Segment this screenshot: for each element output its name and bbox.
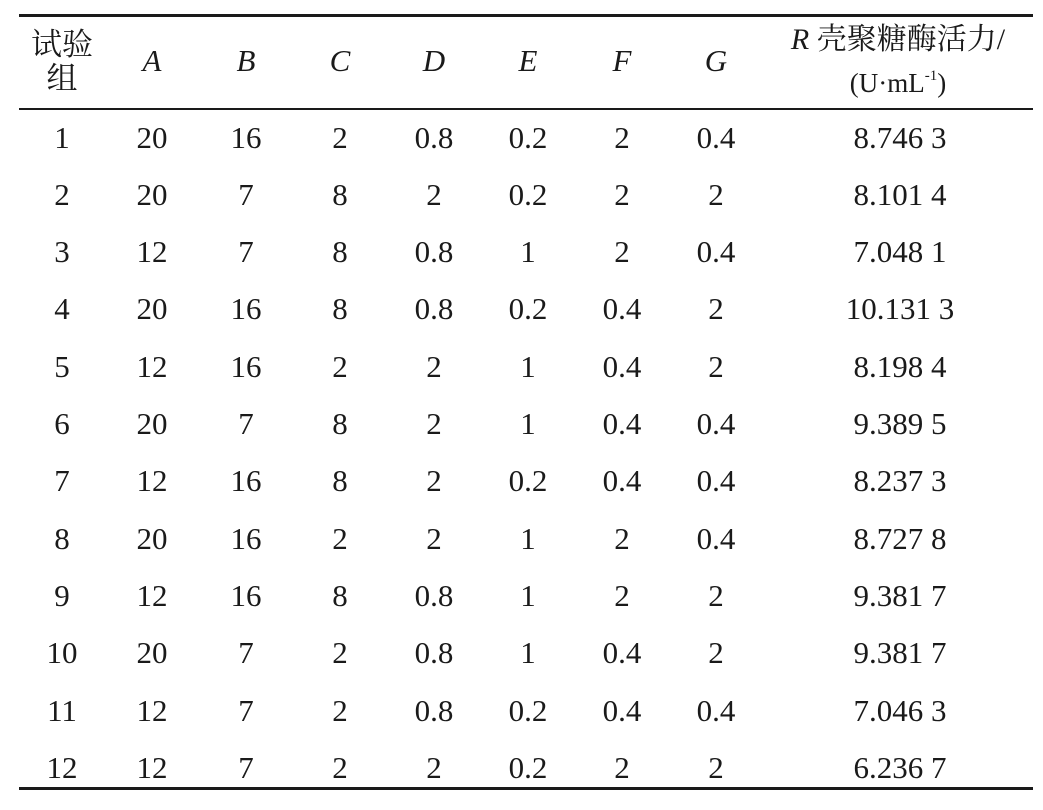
cell-c: 8 (332, 176, 348, 212)
cell-g: 0.4 (696, 520, 736, 556)
header-factor-c: C (329, 43, 351, 79)
cell-b: 16 (230, 348, 262, 384)
cell-e: 1 (520, 520, 536, 556)
cell-group: 3 (54, 234, 70, 270)
cell-e: 0.2 (508, 291, 548, 327)
cell-f: 0.4 (602, 348, 642, 384)
cell-c: 8 (332, 291, 348, 327)
cell-activity: 7.048 1 (853, 234, 947, 270)
cell-group: 6 (54, 406, 70, 442)
cell-activity: 6.236 7 (853, 749, 947, 785)
cell-e: 0.2 (508, 176, 548, 212)
cell-f: 2 (614, 520, 630, 556)
cell-d: 2 (426, 348, 442, 384)
cell-c: 2 (332, 692, 348, 728)
cell-d: 2 (426, 176, 442, 212)
header-factor-d: D (422, 43, 446, 79)
header-factor-f: F (612, 43, 632, 79)
cell-g: 0.4 (696, 406, 736, 442)
cell-g: 2 (708, 348, 724, 384)
table-row (19, 453, 1033, 510)
cell-c: 2 (332, 348, 348, 384)
cell-a: 12 (136, 348, 168, 384)
table-row (19, 281, 1033, 338)
cell-group: 4 (54, 291, 70, 327)
cell-a: 12 (136, 692, 168, 728)
cell-f: 2 (614, 749, 630, 785)
header-factor-b: B (236, 43, 256, 79)
cell-f: 2 (614, 119, 630, 155)
cell-b: 16 (230, 291, 262, 327)
header-chitosanase-activity (763, 14, 1033, 109)
data-table (19, 14, 1033, 797)
cell-e: 0.2 (508, 692, 548, 728)
cell-activity: 7.046 3 (853, 692, 947, 728)
cell-d: 0.8 (414, 692, 454, 728)
cell-c: 2 (332, 635, 348, 671)
cell-e: 1 (520, 234, 536, 270)
cell-f: 0.4 (602, 291, 642, 327)
cell-d: 0.8 (414, 577, 454, 613)
header-activity-unit-main: (U·mL (849, 68, 925, 98)
cell-d: 0.8 (414, 291, 454, 327)
cell-activity: 8.237 3 (853, 463, 947, 499)
header-activity-unit (850, 68, 946, 98)
cell-g: 2 (708, 291, 724, 327)
cell-activity: 10.131 3 (845, 291, 955, 327)
cell-c: 2 (332, 119, 348, 155)
cell-f: 2 (614, 577, 630, 613)
cell-g: 0.4 (696, 119, 736, 155)
cell-d: 2 (426, 520, 442, 556)
cell-d: 0.8 (414, 119, 454, 155)
cell-e: 1 (520, 348, 536, 384)
cell-f: 2 (614, 234, 630, 270)
cell-c: 8 (332, 577, 348, 613)
cell-a: 20 (136, 176, 168, 212)
cell-g: 0.4 (696, 234, 736, 270)
table-row (19, 739, 1033, 796)
table-row (19, 224, 1033, 281)
cell-c: 2 (332, 749, 348, 785)
cell-group: 9 (54, 577, 70, 613)
cell-group: 8 (54, 520, 70, 556)
cell-f: 0.4 (602, 692, 642, 728)
cell-g: 2 (708, 577, 724, 613)
cell-e: 1 (520, 577, 536, 613)
table-row (19, 166, 1033, 223)
header-activity-variable: R (790, 23, 810, 56)
cell-activity: 8.727 8 (853, 520, 947, 556)
cell-group: 10 (46, 635, 78, 671)
cell-e: 0.2 (508, 119, 548, 155)
cell-b: 7 (238, 176, 254, 212)
cell-a: 20 (136, 406, 168, 442)
cell-f: 0.4 (602, 463, 642, 499)
cell-g: 2 (708, 176, 724, 212)
cell-activity: 8.746 3 (853, 119, 947, 155)
cell-a: 12 (136, 577, 168, 613)
table-row (19, 395, 1033, 452)
cell-b: 7 (238, 234, 254, 270)
cell-activity: 9.381 7 (853, 577, 947, 613)
header-test-group (19, 14, 105, 109)
cell-d: 2 (426, 749, 442, 785)
cell-c: 8 (332, 463, 348, 499)
cell-g: 2 (708, 635, 724, 671)
cell-f: 2 (614, 176, 630, 212)
cell-b: 16 (230, 119, 262, 155)
cell-f: 0.4 (602, 635, 642, 671)
header-factor-e: E (518, 43, 538, 79)
cell-group: 12 (46, 749, 78, 785)
cell-b: 7 (238, 692, 254, 728)
cell-c: 8 (332, 234, 348, 270)
cell-b: 16 (230, 463, 262, 499)
cell-g: 0.4 (696, 692, 736, 728)
cell-group: 2 (54, 176, 70, 212)
table-row (19, 567, 1033, 624)
cell-group: 1 (54, 119, 70, 155)
cell-a: 20 (136, 635, 168, 671)
cell-activity: 9.381 7 (853, 635, 947, 671)
cell-group: 5 (54, 348, 70, 384)
cell-a: 20 (136, 119, 168, 155)
header-factor-g: G (704, 43, 728, 79)
table-row (19, 682, 1033, 739)
cell-e: 0.2 (508, 463, 548, 499)
cell-a: 20 (136, 291, 168, 327)
cell-c: 2 (332, 520, 348, 556)
table-row (19, 510, 1033, 567)
cell-b: 7 (238, 635, 254, 671)
table-row (19, 338, 1033, 395)
header-activity-unit-close: ) (937, 68, 947, 98)
cell-b: 7 (238, 406, 254, 442)
cell-activity: 9.389 5 (853, 406, 947, 442)
cell-e: 1 (520, 406, 536, 442)
header-factor-a: A (142, 43, 162, 79)
cell-d: 0.8 (414, 635, 454, 671)
cell-activity: 8.198 4 (853, 348, 947, 384)
cell-a: 12 (136, 749, 168, 785)
cell-a: 20 (136, 520, 168, 556)
cell-b: 7 (238, 749, 254, 785)
cell-f: 0.4 (602, 406, 642, 442)
cell-group: 7 (54, 463, 70, 499)
cell-a: 12 (136, 463, 168, 499)
cell-c: 8 (332, 406, 348, 442)
cell-activity: 8.101 4 (853, 176, 947, 212)
header-activity-label: 壳聚糖酶活力/ (809, 23, 1006, 56)
header-test-group-line1: 试验 (31, 26, 93, 62)
cell-d: 2 (426, 406, 442, 442)
header-test-group-line2: 组 (46, 60, 78, 96)
cell-g: 2 (708, 749, 724, 785)
cell-e: 0.2 (508, 749, 548, 785)
cell-b: 16 (230, 520, 262, 556)
table-row (19, 109, 1033, 166)
cell-b: 16 (230, 577, 262, 613)
cell-a: 12 (136, 234, 168, 270)
table-row (19, 625, 1033, 682)
cell-g: 0.4 (696, 463, 736, 499)
cell-group: 11 (47, 692, 77, 728)
header-row (19, 14, 1033, 109)
cell-d: 2 (426, 463, 442, 499)
cell-e: 1 (520, 635, 536, 671)
header-activity-unit-exponent: -1 (924, 68, 938, 84)
cell-d: 0.8 (414, 234, 454, 270)
